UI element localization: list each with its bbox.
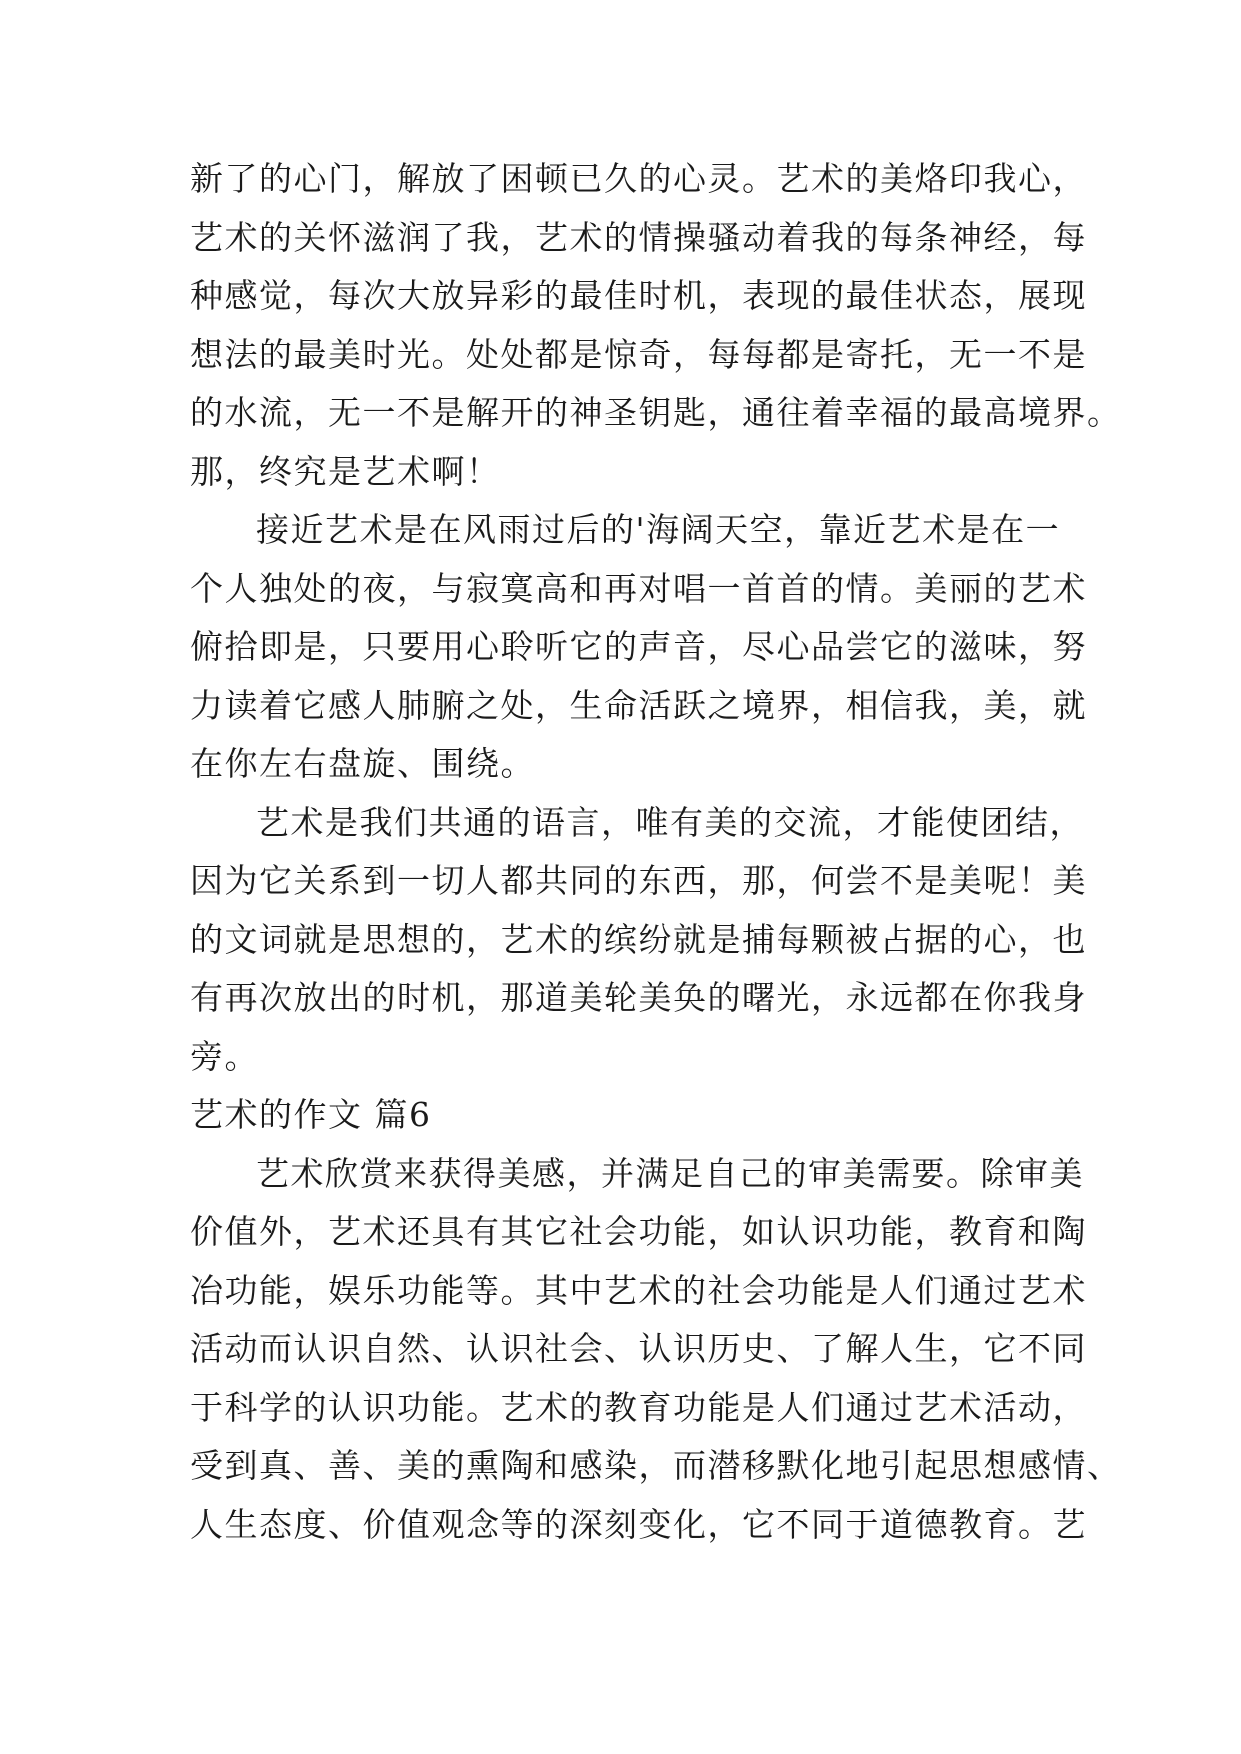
paragraph-4-line: 于科学的认识功能。艺术的教育功能是人们通过艺术活动， bbox=[190, 1387, 1087, 1427]
paragraph-1-line: 新了的心门，解放了困顿已久的心灵。艺术的美烙印我心， bbox=[190, 159, 1087, 198]
paragraph-1-line: 想法的最美时光。处处都是惊奇，每每都是寄托，无一不是 bbox=[190, 334, 1087, 374]
paragraph-2-line: 个人独处的夜，与寂寞高和再对唱一首首的情。美丽的艺术 bbox=[190, 568, 1087, 608]
paragraph-3-line: 旁。 bbox=[190, 1036, 259, 1076]
paragraph-2-line: 俯拾即是，只要用心聆听它的声音，尽心品尝它的滋味，努 bbox=[190, 627, 1087, 666]
paragraph-4-line: 受到真、善、美的熏陶和感染，而潜移默化地引起思想感情、 bbox=[190, 1446, 1122, 1485]
section-heading: 艺术的作文 篇6 bbox=[190, 1095, 432, 1134]
paragraph-3-line: 因为它关系到一切人都共同的东西，那，何尝不是美呢！美 bbox=[190, 861, 1087, 900]
paragraph-4-line: 价值外，艺术还具有其它社会功能，如认识功能，教育和陶 bbox=[190, 1212, 1087, 1251]
paragraph-1-line: 的水流，无一不是解开的神圣钥匙，通往着幸福的最高境界。 bbox=[190, 393, 1122, 432]
paragraph-4-line: 活动而认识自然、认识社会、认识历史、了解人生，它不同 bbox=[190, 1329, 1087, 1368]
paragraph-2-line: 在你左右盘旋、围绕。 bbox=[190, 744, 535, 783]
paragraph-4-line: 艺术欣赏来获得美感，并满足自己的审美需要。除审美 bbox=[256, 1153, 1084, 1193]
paragraph-2-line: 接近艺术是在风雨过后的'海阔天空，靠近艺术是在一 bbox=[256, 510, 1061, 549]
paragraph-3-line: 有再次放出的时机，那道美轮美奂的曙光，永远都在你我身 bbox=[190, 978, 1087, 1017]
paragraph-1-line: 那，终究是艺术啊！ bbox=[190, 451, 501, 491]
paragraph-4-line: 冶功能，娱乐功能等。其中艺术的社会功能是人们通过艺术 bbox=[190, 1270, 1087, 1310]
paragraph-1-line: 艺术的关怀滋润了我，艺术的情操骚动着我的每条神经，每 bbox=[190, 217, 1087, 257]
paragraph-3-line: 的文词就是思想的，艺术的缤纷就是捕每颗被占据的心，也 bbox=[190, 919, 1087, 959]
paragraph-1-line: 种感觉，每次大放异彩的最佳时机，表现的最佳状态，展现 bbox=[190, 276, 1087, 315]
paragraph-4-line: 人生态度、价值观念等的深刻变化，它不同于道德教育。艺 bbox=[190, 1504, 1087, 1544]
paragraph-2-line: 力读着它感人肺腑之处，生命活跃之境界，相信我，美，就 bbox=[190, 685, 1087, 725]
document-body bbox=[190, 150, 1122, 1554]
paragraph-3-line: 艺术是我们共通的语言，唯有美的交流，才能使团结， bbox=[256, 802, 1084, 842]
